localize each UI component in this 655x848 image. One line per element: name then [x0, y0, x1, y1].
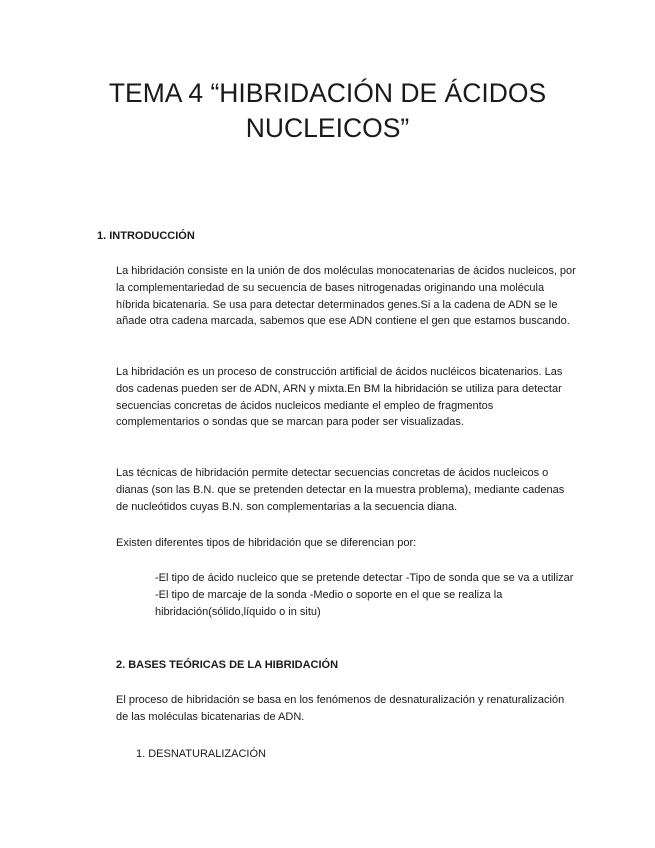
- hybridization-types-list: -El tipo de ácido nucleico que se pretende detectar -Tipo de sonda que se va a utilizar -El tipo de marcaje de la sonda -Medio o soporte en el que se realiza la hibridación(sólido,líquido o in situ): [155, 572, 574, 618]
- section-1-heading: 1. INTRODUCCIÓN: [97, 230, 195, 242]
- intro-paragraph-4: Existen diferentes tipos de hibridación que se diferencian por:: [116, 537, 417, 549]
- bases-paragraph-1: El proceso de hibridación se basa en los fenómenos de desnaturalización y renaturalización de las moléculas bicatenarias de ADN.: [116, 694, 565, 723]
- section-2-heading: 2. BASES TEÓRICAS DE LA HIBRIDACIÓN: [116, 659, 339, 671]
- title-line-2: NUCLEICOS”: [245, 113, 410, 143]
- intro-paragraph-1: La hibridación consiste en la unión de dos moléculas monocatenarias de ácidos nucleicos, por la complementariedad de su secuencia de bases nitrogenadas originando una molécula híbrida bicatenaria. Se usa para detectar determinados genes.Si a la cadena de ADN se le añade otra cadena marcada, sabemos que ese ADN contiene el gen que estamos buscando.: [116, 265, 576, 328]
- title-line-1: TEMA 4 “HIBRIDACIÓN DE ÁCIDOS: [108, 78, 547, 108]
- intro-paragraph-2: La hibridación es un proceso de construcción artificial de ácidos nucléicos bicatenarios. Las dos cadenas pueden ser de ADN, ARN y mixta.En BM la hibridación se utiliza para detectar secuencias concretas de ácidos nucleicos mediante el empleo de fragmentos complementarios o sondas que se marcan para poder ser visualizadas.: [116, 366, 563, 429]
- document-title: [60, 76, 595, 146]
- intro-paragraph-3: Las técnicas de hibridación permite detectar secuencias concretas de ácidos nucleicos o dianas (son las B.N. que se pretenden detectar en la muestra problema), mediante cadenas de nucleótidos cuyas B.N. son complementarias a la secuencia diana.: [116, 467, 565, 513]
- subsection-desnaturalizacion: 1. DESNATURALIZACIÓN: [136, 748, 266, 760]
